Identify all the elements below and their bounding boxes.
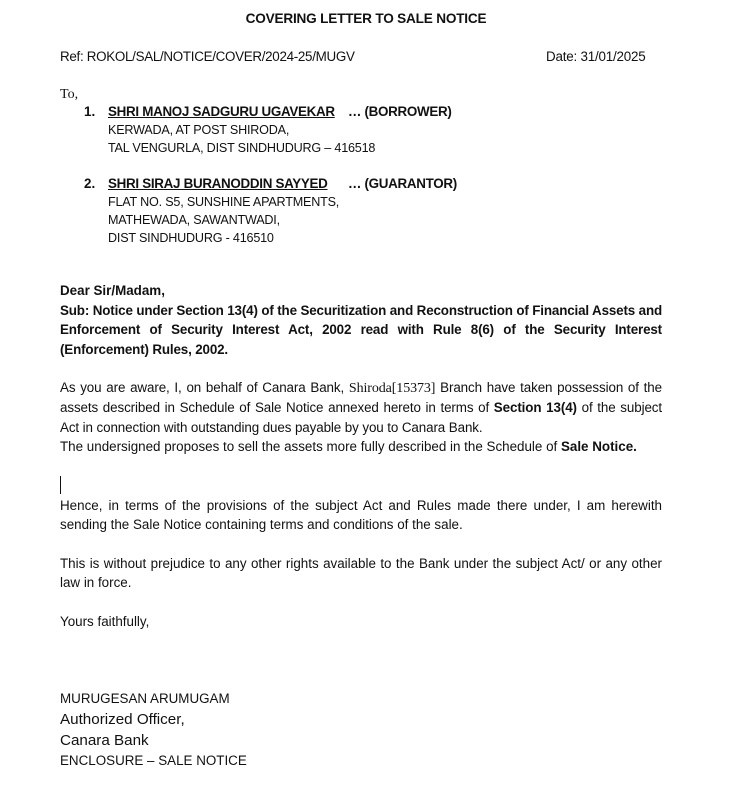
signatory-name: MURUGESAN ARUMUGAM [60, 691, 230, 706]
recipient-name: SHRI MANOJ SADGURU UGAVEKAR [108, 104, 335, 119]
enclosure-note: ENCLOSURE – SALE NOTICE [60, 753, 247, 768]
recipient-address-line: DIST SINDHUDURG - 416510 [108, 231, 274, 245]
letter-date: Date: 31/01/2025 [546, 49, 646, 64]
to-label: To, [60, 87, 79, 102]
recipient-address-line: MATHEWADA, SAWANTWADI, [108, 213, 280, 227]
sale-notice-emphasis: Sale Notice. [560, 439, 637, 454]
reference-number: Ref: ROKOL/SAL/NOTICE/COVER/2024-25/MUGV [60, 49, 355, 64]
branch-name: Shiroda[15373] [348, 381, 436, 396]
paragraph-proposal [60, 437, 662, 456]
section-reference: Section 13(4) [493, 400, 577, 416]
recipient-address-line: FLAT NO. S5, SUNSHINE APARTMENTS, [108, 195, 340, 209]
text-cursor [60, 476, 61, 494]
paragraph-sending: Hence, in terms of the provisions of the subject Act and Rules made there under, I am herewith sending the Sale Notice containing terms and conditions of the sale. [60, 498, 662, 533]
recipient-address-line: TAL VENGURLA, DIST SINDHUDURG – 416518 [108, 141, 376, 155]
text-run: The undersigned proposes to sell the assets more fully described in the Schedule of [60, 439, 561, 454]
recipient-number: 2. [84, 176, 96, 191]
recipient-role: … (GUARANTOR) [348, 176, 457, 191]
text-run: of the subject Act in connection with outstanding dues payable by you to Canara Bank. [60, 400, 663, 435]
signatory-designation: Authorized Officer, [60, 711, 185, 728]
paragraph-possession [60, 378, 662, 437]
salutation: Dear Sir/Madam, [60, 283, 165, 298]
text-run: Branch have taken possession of the assets described in Schedule of Sale Notice annexed hereto in terms of [60, 380, 662, 416]
closing: Yours faithfully, [60, 614, 150, 629]
subject-line: Sub: Notice under Section 13(4) of the Securitization and Reconstruction of Financial Assets and Enforcement of Security Interest Act, 2002 read with Rule 8(6) of the Security Interest (Enforcement) Rules, 2002. [60, 303, 662, 357]
recipient-number: 1. [84, 104, 96, 119]
document-title: COVERING LETTER TO SALE NOTICE [245, 11, 487, 26]
text-run: As you are aware, I, on behalf of Canara Bank, [60, 380, 349, 395]
recipient-address-line: KERWADA, AT POST SHIRODA, [108, 123, 290, 137]
recipient-role: … (BORROWER) [348, 104, 452, 119]
signatory-bank: Canara Bank [60, 732, 149, 749]
paragraph-prejudice: This is without prejudice to any other rights available to the Bank under the subject Act/ or any other law in force. [60, 556, 662, 591]
recipient-name: SHRI SIRAJ BURANODDIN SAYYED [108, 176, 328, 191]
